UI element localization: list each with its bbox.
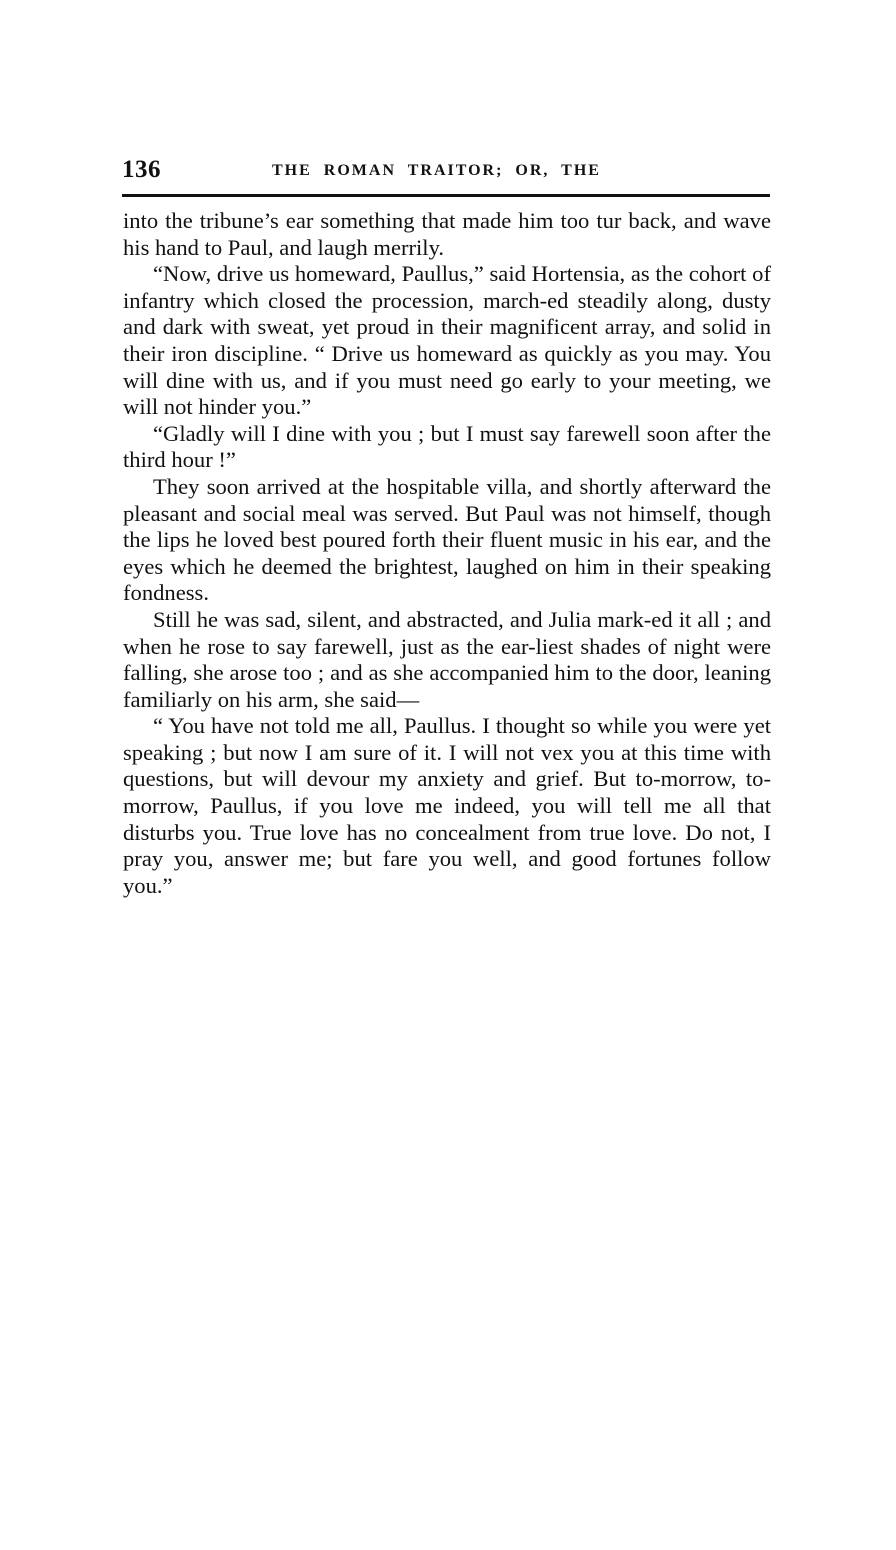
running-title: THE ROMAN TRAITOR; OR, THE [272, 162, 601, 179]
header-rule [122, 194, 770, 197]
page-header [122, 156, 770, 190]
paragraph-5: Still he was sad, silent, and abstracted, and Julia mark-ed it all ; and when he rose to say farewell, just as the ear-liest shades of night were falling, she arose too ; and as she accompanied him to the door, leaning familiarly on his arm, she said— [123, 606, 771, 712]
paragraph-3: “Gladly will I dine with you ; but I must say farewell soon after the third hour !” [123, 420, 771, 473]
paragraph-6: “ You have not told me all, Paullus. I thought so while you were yet speaking ; but now I am sure of it. I will not vex you at this time with questions, but will devour my anxiety and grief. But to-morrow, to-morrow, Paullus, if you love me indeed, you will tell me all that disturbs you. True love has no concealment from true love. Do not, I pray you, answer me; but fare you well, and good fortunes follow you.” [123, 713, 771, 898]
paragraph-4: They soon arrived at the hospitable villa, and shortly afterward the pleasant and social meal was served. But Paul was not himself, though the lips he loved best poured forth their fluent music in his ear, and the eyes which he deemed the brightest, laughed on him in their speaking fondness. [123, 473, 771, 606]
body-text [123, 208, 771, 899]
paragraph-2: “Now, drive us homeward, Paullus,” said Hortensia, as the cohort of infantry which closed the procession, march-ed steadily along, dusty and dark with sweat, yet proud in their magnificent array, and solid in their iron discipline. “ Drive us homeward as quickly as you may. You will dine with us, and if you must need go early to your meeting, we will not hinder you.” [123, 261, 771, 420]
page-number: 136 [122, 156, 161, 183]
paragraph-1: into the tribune’s ear something that made him too tur back, and wave his hand to Paul, and laugh merrily. [123, 208, 771, 260]
